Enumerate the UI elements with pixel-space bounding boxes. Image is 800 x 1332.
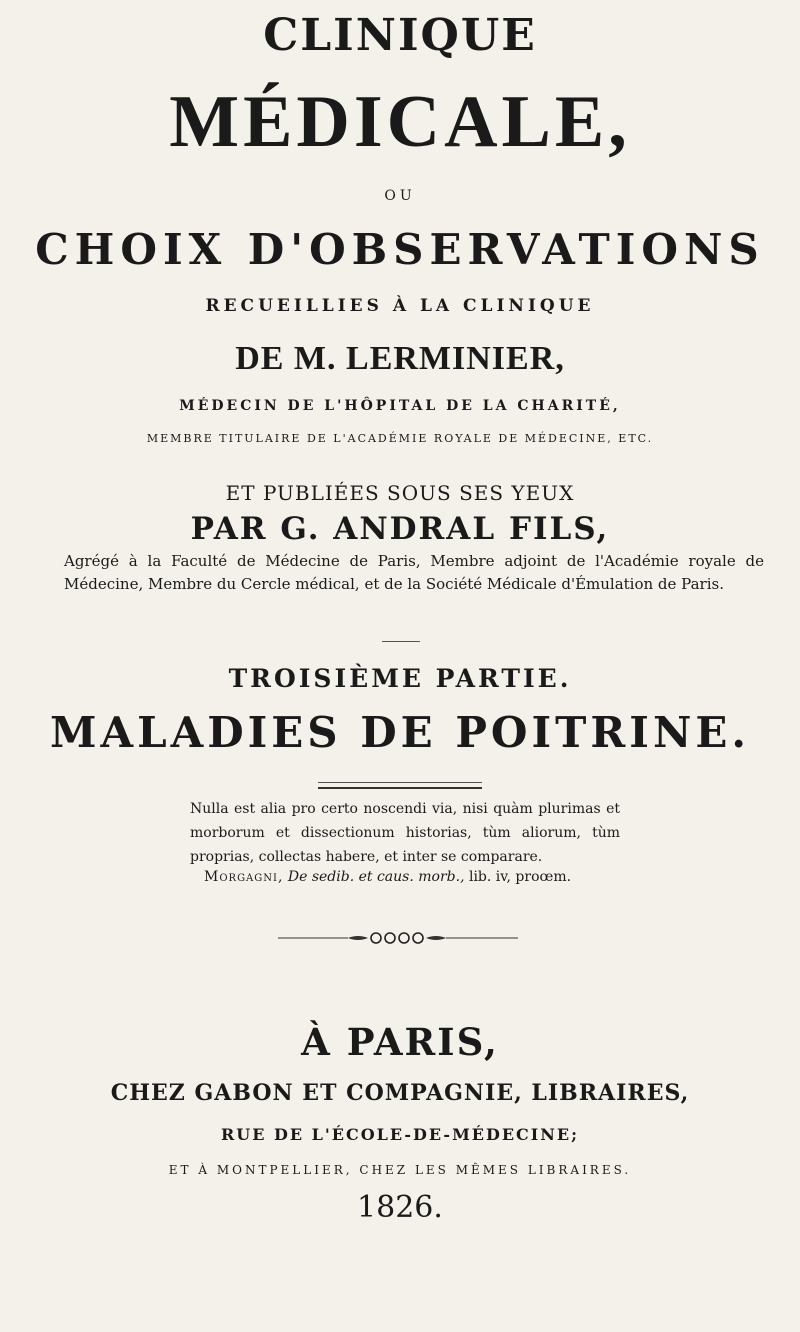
subtitle-lerminier: DE M. LERMINIER, — [235, 340, 565, 377]
imprint-publisher: CHEZ GABON ET COMPAGNIE, LIBRAIRES, — [110, 1080, 690, 1106]
short-divider — [382, 641, 420, 642]
printer-ornament — [278, 928, 518, 948]
double-rule-divider — [318, 782, 482, 789]
author-titles: Agrégé à la Faculté de Médecine de Paris, Membre adjoint de l'Académie royale de Médecine, Membre du Cercle médical, et de la Société Médicale d'Émulation de Paris. — [64, 552, 764, 593]
epigraph-source — [204, 869, 571, 885]
epigraph-location: lib. iv, proœm. — [468, 869, 572, 885]
author-name: PAR G. ANDRAL FILS, — [190, 511, 610, 547]
imprint-city: À PARIS, — [301, 1020, 499, 1064]
lerminier-membership: MEMBRE TITULAIRE DE L'ACADÉMIE ROYALE DE MÉDECINE, ETC. — [146, 432, 654, 445]
epigraph-text: Nulla est alia pro certo noscendi via, nisi quàm plurimas et morborum et dissectionum historias, tùm aliorum, tùm proprias, collectas habere, et inter se comparare. — [190, 801, 620, 865]
imprint-year: 1826. — [357, 1190, 443, 1225]
title-clinique: CLINIQUE — [263, 10, 537, 61]
lerminier-position: MÉDECIN DE L'HÔPITAL DE LA CHARITÉ, — [179, 398, 621, 414]
epigraph-author: Morgagni, — [204, 869, 284, 885]
imprint-address: RUE DE L'ÉCOLE-DE-MÉDECINE; — [221, 1125, 579, 1144]
imprint-montpellier: ET À MONTPELLIER, CHEZ LES MÊMES LIBRAIRES. — [168, 1163, 632, 1177]
subtitle-recueillies: RECUEILLIES À LA CLINIQUE — [205, 296, 595, 316]
title-medicale: MÉDICALE, — [169, 81, 631, 163]
epigraph-work: De sedib. et caus. morb., — [287, 869, 465, 885]
part-heading: TROISIÈME PARTIE. — [228, 664, 572, 693]
subtitle-publiees: ET PUBLIÉES SOUS SES YEUX — [225, 481, 575, 505]
subject-heading: MALADIES DE POITRINE. — [50, 708, 750, 757]
title-choix-observations: CHOIX D'OBSERVATIONS — [35, 225, 765, 274]
conjunction-ou: OU — [384, 188, 416, 204]
